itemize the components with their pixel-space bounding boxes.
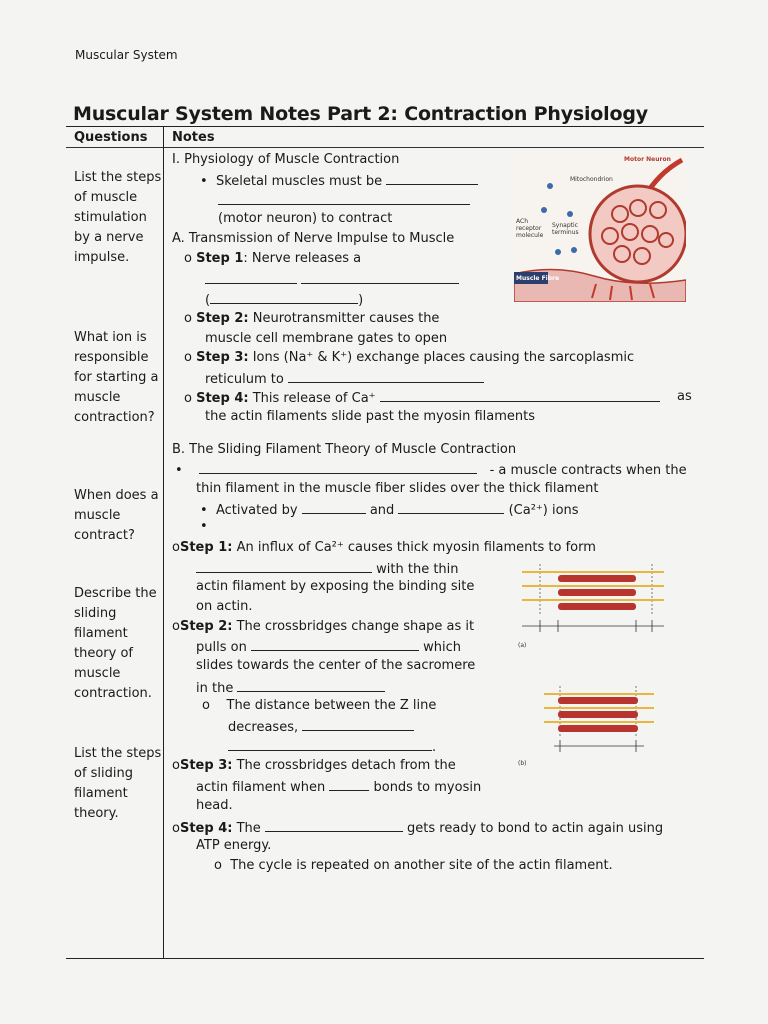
- note-step2: o Step 2: Neurotransmitter causes the: [184, 311, 440, 326]
- label-muscle-fibre: Muscle Fibre: [516, 275, 560, 282]
- question-sliding-steps: List the steps of sliding filament theory.: [74, 746, 162, 821]
- note-s1-with: with the thin: [196, 558, 459, 580]
- question-when-contract: When does a muscle contract?: [74, 488, 159, 543]
- circle-bullet-icon: o: [172, 821, 180, 836]
- circle-bullet-icon: o: [172, 619, 180, 634]
- note-step3: o Step 3: Ions (Na⁺ & K⁺) exchange places causing the sarcoplasmic: [184, 350, 635, 365]
- bullet-icon: •: [200, 519, 208, 534]
- note-motor-neuron: (motor neuron) to contract: [218, 211, 393, 226]
- question-ion: What ion is responsible for starting a muscle contraction?: [74, 330, 159, 425]
- note-s2: oStep 2: The crossbridges change shape as it: [172, 619, 475, 634]
- note-sliding-def: • - a muscle contracts when the: [175, 459, 687, 481]
- circle-bullet-icon: o: [214, 858, 222, 873]
- neuromuscular-junction-figure: [514, 152, 686, 302]
- figure-label-a: (a): [518, 642, 527, 649]
- note-step1: o Step 1: Nerve releases a: [184, 251, 362, 266]
- bullet-icon: •: [200, 174, 208, 189]
- page-header-subject: Muscular System: [75, 48, 178, 62]
- sarcomere-relaxed-figure: [518, 562, 668, 654]
- section-heading-sliding: B. The Sliding Filament Theory of Muscle Contraction: [172, 442, 517, 457]
- note-step4: o Step 4: This release of Ca⁺: [184, 387, 660, 409]
- note-s3-cont: actin filament when bonds to myosin: [196, 776, 481, 798]
- label-ach-receptor: ACh receptor molecule: [516, 218, 544, 239]
- note-s2-dec: decreases,: [228, 716, 414, 738]
- label-synaptic-terminus: Synaptic terminus: [552, 222, 579, 236]
- note-activated: • Activated by and (Ca²⁺) ions: [200, 499, 579, 521]
- section-heading-physiology: I. Physiology of Muscle Contraction: [172, 152, 400, 167]
- section-heading-transmission: A. Transmission of Nerve Impulse to Muscle: [172, 231, 455, 246]
- note-s4-cycle: o The cycle is repeated on another site of the actin filament.: [214, 858, 613, 873]
- circle-bullet-icon: o: [184, 350, 192, 365]
- note-s1: oStep 1: An influx of Ca²⁺ causes thick myosin filaments to form: [172, 540, 596, 555]
- circle-bullet-icon: o: [184, 391, 192, 406]
- circle-bullet-icon: o: [184, 251, 192, 266]
- note-s2-dec-blank: .: [228, 736, 436, 758]
- sarcomere-relaxed-illustration: [518, 562, 668, 640]
- notes-column-header: Notes: [172, 130, 215, 145]
- note-s3: oStep 3: The crossbridges detach from the: [172, 758, 456, 773]
- questions-column-header: Questions: [74, 130, 148, 145]
- circle-bullet-icon: o: [184, 311, 192, 326]
- note-s1-cont: actin filament by exposing the binding site: [196, 579, 475, 594]
- circle-bullet-icon: o: [202, 698, 210, 713]
- bullet-icon: •: [175, 463, 183, 478]
- note-step4-as: as: [677, 389, 692, 404]
- note-step4-cont: the actin filaments slide past the myosin filaments: [205, 409, 536, 424]
- note-step1-blanks: [205, 269, 459, 291]
- note-skeletal: • Skeletal muscles must be: [200, 170, 478, 192]
- bullet-icon: •: [200, 503, 208, 518]
- note-s2-slides: slides towards the center of the sacromere: [196, 658, 476, 673]
- note-sliding-cont: thin filament in the muscle fiber slides over the thick filament: [196, 481, 599, 496]
- sarcomere-contracted-illustration: [518, 684, 668, 756]
- question-sliding-filament: Describe the sliding filament theory of muscle contraction.: [74, 586, 157, 701]
- note-s2-sub: o The distance between the Z line: [202, 698, 437, 713]
- table-header-rule: [66, 147, 704, 148]
- note-s2-in: in the: [196, 677, 385, 699]
- label-mitochondrion: Mitochondrion: [570, 176, 613, 183]
- table-bottom-rule: [66, 958, 704, 959]
- figure-label-b: (b): [518, 760, 527, 767]
- note-s4: oStep 4: The gets ready to bond to actin again using: [172, 817, 663, 839]
- sarcomere-contracted-figure: [518, 684, 668, 770]
- table-top-rule: [66, 126, 704, 127]
- question-nerve-steps: List the steps of muscle stimulation by a nerve impulse.: [74, 170, 162, 265]
- circle-bullet-icon: o: [172, 758, 180, 773]
- note-step1-paren-blank: ( ): [205, 289, 363, 311]
- note-step2-cont: muscle cell membrane gates to open: [205, 331, 448, 346]
- note-s1-cont2: on actin.: [196, 599, 253, 614]
- circle-bullet-icon: o: [172, 540, 180, 555]
- note-s2-pulls: pulls on which: [196, 636, 461, 658]
- note-s4-atp: ATP energy.: [196, 838, 272, 853]
- page-title: Muscular System Notes Part 2: Contraction Physiology: [73, 103, 648, 125]
- label-motor-neuron: Motor Neuron: [624, 156, 671, 163]
- note-step3-cont: reticulum to: [205, 368, 484, 390]
- note-s3-head: head.: [196, 798, 233, 813]
